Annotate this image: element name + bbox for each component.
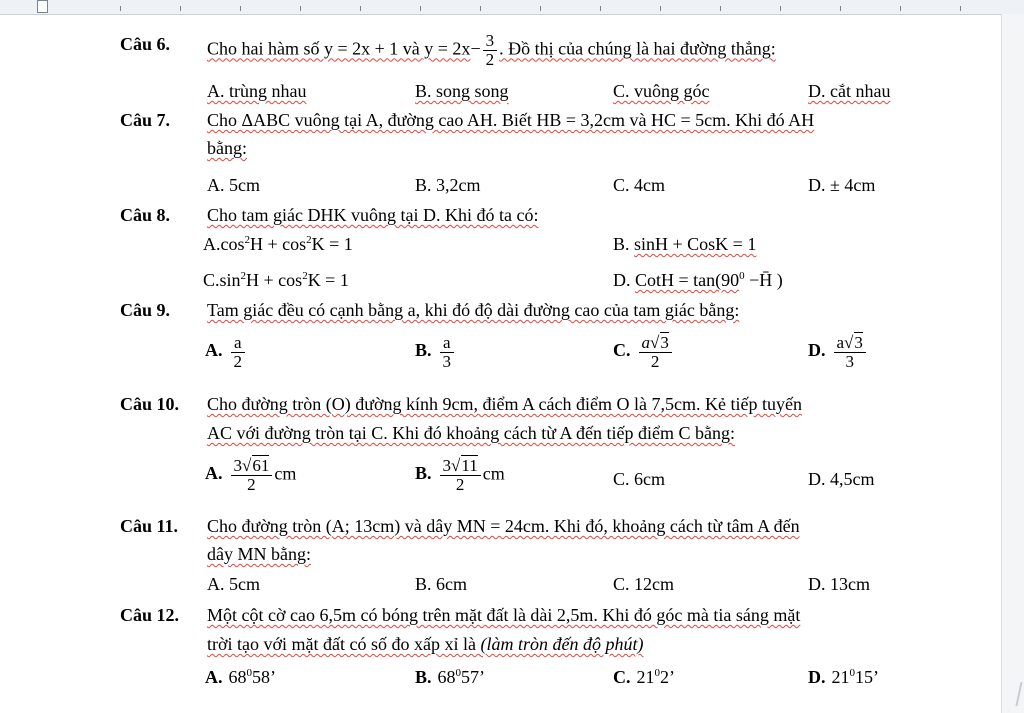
q9-d-den: 3 bbox=[845, 351, 854, 371]
question-7-line-2: bằng: bbox=[207, 138, 247, 158]
q9-option-b[interactable] bbox=[415, 334, 456, 371]
q8-b-text: sinH + CosK = 1 bbox=[634, 234, 757, 254]
q10-option-c[interactable]: C. 6cm bbox=[613, 469, 665, 489]
q12-option-c[interactable] bbox=[613, 665, 675, 689]
q11-option-d[interactable]: D. 13cm bbox=[808, 574, 870, 594]
question-7-line-1: Cho ΔABC vuông tại A, đường cao AH. Biết HB = 3,2cm và HC = 5cm. Khi đó AH bbox=[207, 110, 815, 130]
q7-option-b[interactable]: B. 3,2cm bbox=[415, 175, 481, 195]
q8-d-sup: 0 bbox=[739, 270, 745, 282]
q9-c-num-radicand: 3 bbox=[660, 333, 669, 352]
q10-option-b[interactable] bbox=[415, 457, 505, 494]
q6-fraction bbox=[483, 32, 498, 69]
q12-line2-italic: (làm tròn đến độ phút) bbox=[480, 634, 644, 654]
q12-a-sup: 0 bbox=[246, 667, 252, 679]
question-10-line-1: Cho đường tròn (O) đường kính 9cm, điểm A cách điểm O là 7,5cm. Kẻ tiếp tuyến bbox=[207, 394, 802, 414]
q9-d-prefix: D. bbox=[808, 340, 826, 361]
ruler-tick bbox=[720, 6, 721, 11]
q12-b-sup: 0 bbox=[455, 667, 462, 679]
q9-d-num bbox=[834, 334, 866, 353]
q12-b-prefix: B. bbox=[415, 667, 432, 687]
q12-b-deg: 68 bbox=[437, 667, 456, 687]
q12-a-prefix: A. bbox=[205, 667, 223, 687]
q8-c-prefix: C. bbox=[203, 270, 220, 290]
q8-c-part3: K = 1 bbox=[307, 270, 349, 290]
q7-option-d[interactable]: D. ± 4cm bbox=[808, 175, 876, 195]
q8-option-b[interactable] bbox=[613, 232, 756, 256]
question-12-line-2 bbox=[207, 632, 643, 656]
q9-c-prefix: C. bbox=[613, 340, 631, 361]
q10-a-num bbox=[231, 457, 273, 476]
q8-d-prefix: D. bbox=[613, 270, 631, 290]
q8-option-c[interactable] bbox=[203, 268, 349, 292]
q9-option-c[interactable] bbox=[613, 334, 674, 371]
question-11-line-1: Cho đường tròn (A; 13cm) và dây MN = 24cm. Khi đó, khoảng cách từ tâm A đến bbox=[207, 516, 800, 536]
q12-a-deg: 68 bbox=[228, 667, 247, 687]
q6-minus: − bbox=[470, 38, 481, 59]
q6-text-before: Cho hai hàm số y = 2x + 1 và y = 2x bbox=[207, 38, 471, 59]
q9-d-num-a: a√ bbox=[836, 333, 854, 352]
q12-d-min: 15’ bbox=[855, 667, 879, 687]
q10-option-a[interactable] bbox=[205, 457, 296, 494]
ruler-tick bbox=[780, 6, 781, 11]
q8-a-prefix: A. bbox=[203, 234, 221, 254]
q9-a-fraction bbox=[231, 334, 246, 371]
horizontal-ruler[interactable] bbox=[0, 0, 1024, 15]
q9-d-num-radicand: 3 bbox=[854, 333, 863, 352]
q10-a-num-radicand: 61 bbox=[252, 456, 270, 475]
q6-text-after: . Đồ thị của chúng là hai đường thẳng: bbox=[499, 38, 776, 59]
q8-c-sup1: 2 bbox=[240, 270, 247, 282]
ruler-tick bbox=[840, 6, 841, 11]
q7-option-c[interactable]: C. 4cm bbox=[613, 175, 665, 195]
question-6-text bbox=[207, 32, 776, 69]
q12-option-b[interactable] bbox=[415, 665, 485, 689]
q8-c-part2: H + cos bbox=[246, 270, 303, 290]
q12-option-d[interactable] bbox=[808, 665, 879, 689]
q6-option-c[interactable]: C. vuông góc bbox=[613, 81, 710, 101]
ruler-tick bbox=[960, 6, 961, 11]
q8-a-sup1: 2 bbox=[244, 234, 250, 246]
q9-b-fraction bbox=[440, 334, 455, 371]
question-6-label: Câu 6. bbox=[120, 34, 171, 54]
ruler-tick bbox=[360, 6, 361, 11]
q7-option-a[interactable]: A. 5cm bbox=[207, 175, 260, 195]
q10-b-prefix: B. bbox=[415, 463, 432, 484]
q10-a-num-a: 3√ bbox=[233, 456, 252, 475]
q9-c-den: 2 bbox=[650, 351, 660, 371]
question-12-label: Câu 12. bbox=[120, 605, 180, 625]
q6-option-a[interactable]: A. trùng nhau bbox=[207, 81, 307, 101]
ruler-tick bbox=[660, 6, 661, 11]
question-10-line-2: AC với đường tròn tại C. Khi đó khoảng cách từ A đến tiếp điểm C bằng: bbox=[207, 423, 735, 443]
q9-c-num-a: a√ bbox=[641, 333, 660, 352]
q12-line2-normal: trời tạo với mặt đất có số đo xấp xỉ là bbox=[207, 634, 481, 654]
q8-a-part1: cos bbox=[220, 234, 245, 254]
q11-option-b[interactable]: B. 6cm bbox=[415, 574, 467, 594]
q8-b-prefix: B. bbox=[613, 234, 630, 254]
q8-option-a[interactable] bbox=[203, 232, 353, 256]
q8-d-part1: CotH = tan(90 bbox=[635, 270, 740, 290]
q8-option-d[interactable] bbox=[613, 268, 783, 292]
question-8-label: Câu 8. bbox=[120, 205, 171, 225]
q6-option-d[interactable]: D. cắt nhau bbox=[808, 81, 891, 101]
ruler-tick bbox=[120, 6, 121, 11]
q9-a-den: 2 bbox=[233, 351, 242, 371]
question-9-label: Câu 9. bbox=[120, 300, 171, 320]
q10-b-fraction bbox=[440, 457, 481, 494]
q9-b-num: a bbox=[440, 334, 454, 353]
q11-option-c[interactable]: C. 12cm bbox=[613, 574, 674, 594]
q9-c-fraction bbox=[639, 334, 672, 371]
q6-frac-num: 3 bbox=[483, 32, 498, 51]
q12-c-min: 2’ bbox=[660, 667, 675, 687]
q12-c-sup: 0 bbox=[654, 667, 660, 679]
q9-d-fraction bbox=[834, 334, 866, 371]
q9-option-a[interactable] bbox=[205, 334, 247, 371]
q9-b-prefix: B. bbox=[415, 340, 432, 361]
question-12-line-1: Một cột cờ cao 6,5m có bóng trên mặt đất là dài 2,5m. Khi đó góc mà tia sáng mặt bbox=[207, 605, 801, 625]
q8-a-part3: K = 1 bbox=[311, 234, 353, 254]
ruler-tick bbox=[540, 6, 541, 11]
q8-c-part1: sin bbox=[219, 270, 241, 290]
ruler-tick bbox=[300, 6, 301, 11]
q8-a-part2: H + cos bbox=[250, 234, 307, 254]
q8-c-sup2: 2 bbox=[302, 270, 308, 282]
q10-b-num-radicand: 11 bbox=[461, 456, 478, 475]
q10-b-num bbox=[440, 457, 481, 476]
q8-a-sup2: 2 bbox=[306, 234, 312, 246]
q10-a-den: 2 bbox=[247, 474, 256, 494]
q9-a-num: a bbox=[231, 334, 245, 353]
question-9-text: Tam giác đều có cạnh bằng a, khi đó độ dài đường cao của tam giác bằng: bbox=[207, 300, 740, 320]
ruler-tick bbox=[420, 6, 421, 11]
ruler-tick bbox=[600, 6, 601, 11]
ruler-tick bbox=[480, 6, 481, 11]
q9-b-den: 3 bbox=[442, 351, 452, 371]
q10-option-d[interactable]: D. 4,5cm bbox=[808, 469, 875, 489]
question-10-label: Câu 10. bbox=[120, 394, 180, 414]
q12-d-deg: 21 bbox=[831, 667, 850, 687]
q6-frac-den: 2 bbox=[485, 49, 495, 69]
question-11-line-2: dây MN bằng: bbox=[207, 544, 311, 564]
q12-c-prefix: C. bbox=[613, 667, 631, 687]
question-11-label: Câu 11. bbox=[120, 516, 179, 536]
question-8-text: Cho tam giác DHK vuông tại D. Khi đó ta có: bbox=[207, 205, 539, 225]
question-7-label: Câu 7. bbox=[120, 110, 171, 130]
q12-a-min: 58’ bbox=[252, 667, 276, 687]
q10-a-unit: cm bbox=[274, 463, 297, 484]
q9-option-d[interactable] bbox=[808, 334, 868, 371]
indent-marker-icon[interactable] bbox=[37, 0, 48, 13]
q12-d-prefix: D. bbox=[808, 667, 826, 687]
q10-b-den: 2 bbox=[455, 474, 465, 494]
q10-b-num-a: 3√ bbox=[442, 456, 461, 475]
text-cursor-mark bbox=[1015, 682, 1022, 706]
q9-a-prefix: A. bbox=[205, 340, 223, 361]
q8-d-part2: −H̄ ) bbox=[744, 270, 783, 290]
q12-option-a[interactable] bbox=[205, 665, 276, 689]
q10-a-fraction bbox=[231, 457, 273, 494]
q10-b-unit: cm bbox=[482, 463, 505, 484]
ruler-tick bbox=[180, 6, 181, 11]
q9-c-num bbox=[639, 334, 672, 353]
q12-c-deg: 21 bbox=[636, 667, 655, 687]
right-page-margin bbox=[1001, 14, 1024, 713]
ruler-tick bbox=[900, 6, 901, 11]
q10-a-prefix: A. bbox=[205, 463, 223, 484]
ruler-tick bbox=[240, 6, 241, 11]
q6-option-b[interactable]: B. song song bbox=[415, 81, 509, 101]
q12-b-min: 57’ bbox=[461, 667, 486, 687]
q12-d-sup: 0 bbox=[849, 667, 855, 679]
q11-option-a[interactable]: A. 5cm bbox=[207, 574, 260, 594]
